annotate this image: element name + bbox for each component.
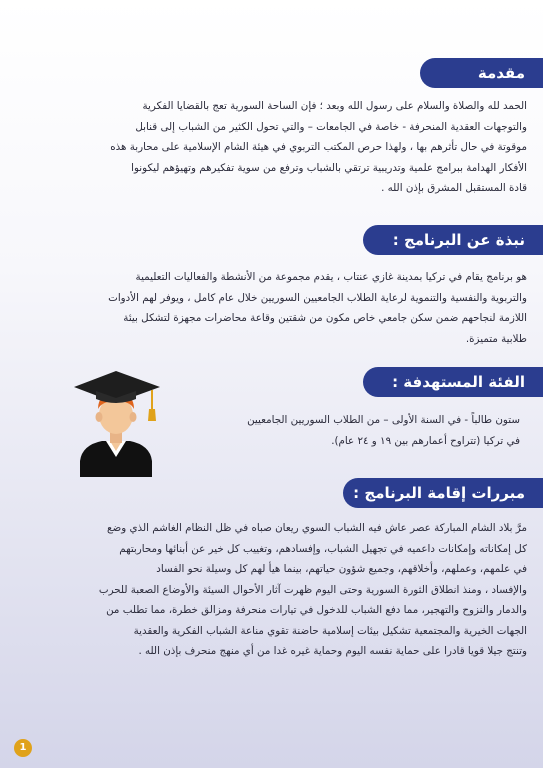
intro-paragraph — [22, 96, 527, 199]
section-title-text: نبذة عن البرنامج : — [392, 231, 525, 249]
text-line: في تركيا (تتراوح أعمارهم بين ١٩ و ٢٤ عام). — [331, 434, 520, 447]
section-title-text: مقدمة — [477, 64, 525, 82]
text-line: كل إمكاناته وإمكانات داعميه في تجهيل الشباب، وإفسادهم، وتغييب كل خير عن أبنائها ومحاربتهم — [119, 542, 527, 555]
text-line: ستون طالباً - في السنة الأولى – من الطلاب السوريين الجامعيين — [247, 414, 520, 426]
text-line: قادة المستقبل المشرق بإذن الله . — [381, 182, 527, 194]
text-line: الأفكار الهدامة ببرامج علمية وتدريبية ترتقي بالشباب وترفع من سوية تفكيرهم وتهيؤهم ليكونوا — [131, 161, 527, 174]
text-line: مرَّ بلاد الشام المباركة عصر عاش فيه الشباب السوي ريعان صباه في ظل النظام الغاشم الذي وضع — [107, 522, 527, 534]
text-line: طلابية متميزة. — [465, 332, 527, 345]
graduate-icon — [70, 365, 162, 477]
section-title-text: مبررات إقامة البرنامج : — [353, 484, 525, 502]
text-line: في علمهم، وعملهم، وأخلاقهم، وجميع شؤون حياتهم، بينما هيأ لهم كل وسيلة نحو الفساد — [156, 563, 527, 575]
about-paragraph — [22, 267, 527, 349]
text-line: هو برنامج يقام في تركيا بمدينة غازي عنتاب ، يقدم مجموعة من الأنشطة والفعاليات التعليمية — [135, 271, 527, 283]
text-line: والتوجهات العقدية المنحرفة - خاصة في الجامعات – والتي تحول الكثير من الشباب إلى قنابل — [135, 120, 527, 133]
page-number: 1 — [19, 742, 27, 753]
text-line: الجهات الخيرية والمجتمعية تشكيل بيئات إسلامية حاضنة تقوي مناعة الشباب الفكرية والعقدية — [133, 624, 527, 637]
text-line: والدمار والنزوح والتهجير، مما دفع الشباب للدخول في تيارات منحرفة ومزالق خطرة، مما تطلب من — [106, 604, 527, 616]
section-title-text: الفئة المستهدفة : — [392, 373, 525, 391]
reasons-paragraph — [22, 518, 527, 662]
section-title-about — [363, 225, 543, 255]
section-title-reasons — [343, 478, 543, 508]
text-line: الحمد لله والصلاة والسلام على رسول الله وبعد ؛ فإن الساحة السورية تعج بالقضايا الفكرية — [142, 100, 527, 112]
text-line: موقوتة في حال تأثرهم بها ، ولهذا حرص المكتب التربوي في هيئة الشام الإسلامية على محاربة هذه — [110, 141, 527, 153]
text-line: وتنتج جيلا قويا قادرا على حماية نفسه اليوم وحماية غيره غدا من أي منهج منحرف بإذن الله . — [138, 645, 527, 657]
section-title-intro — [420, 58, 543, 88]
page-number-badge — [14, 739, 32, 757]
text-line: اللازمة لنجاحهم ضمن سكن جامعي خاص مكون من شقتين وقاعة محاضرات مجهزة لتشكل بيئة — [123, 312, 527, 324]
text-line: والإفساد ، ومنذ انطلاق الثورة السورية وحتى اليوم ظهرت آثار الأحوال السيئة والأوضاع الصعبة للحرب — [98, 583, 527, 596]
section-title-target — [363, 367, 543, 397]
text-line: والتربوية والنفسية والتنموية لرعاية الطلاب الجامعيين السوريين خلال عام كامل ، ويوفر لهم الأدوات — [108, 291, 527, 304]
target-paragraph — [190, 410, 520, 451]
